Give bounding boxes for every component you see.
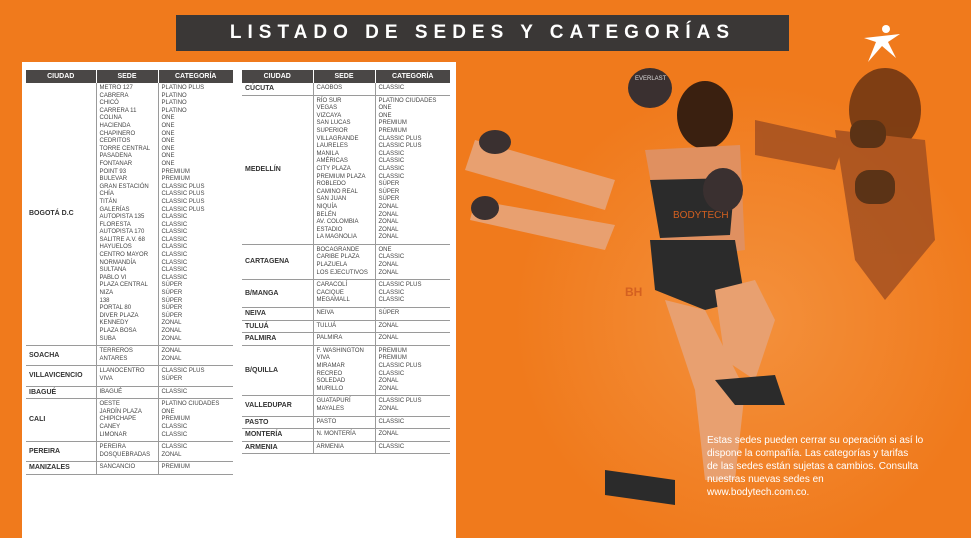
city-cell: MONTERÍA [242, 429, 313, 442]
sede-name: NEIVA [316, 310, 335, 317]
categoria-cell [158, 442, 233, 462]
categoria-cell [158, 83, 233, 346]
categoria-name: SÚPER [378, 188, 400, 195]
categoria-name: CLASSIC PLUS [378, 363, 422, 369]
categoria-name: ZONAL [161, 451, 182, 458]
categoria-name: CLASSIC [161, 388, 188, 395]
table-row [26, 462, 233, 475]
categoria-name: CLASSIC [161, 214, 188, 221]
categoria-name: ZONAL [378, 219, 399, 226]
categoria-name: CLASSIC [378, 297, 405, 304]
sede-name: VIVA [99, 375, 113, 382]
city-cell: PASTO [242, 416, 313, 429]
categoria-cell [375, 95, 450, 244]
sede-name: KENNEDY [99, 320, 129, 327]
city-cell: ARMENIA [242, 441, 313, 454]
categoria-name: ONE [161, 145, 175, 152]
city-cell: SOACHA [26, 346, 96, 366]
categoria-name: PREMIUM [161, 168, 190, 175]
categoria-cell [375, 83, 450, 95]
table-row [242, 95, 450, 244]
categoria-name: ZONAL [378, 211, 399, 218]
sede-name: LOS EJECUTIVOS [316, 269, 368, 276]
sede-name: GALERÍAS [99, 206, 130, 213]
header-sede: SEDE [96, 70, 158, 83]
categoria-name: PREMIUM [161, 464, 190, 471]
sede-name: PASTO [316, 418, 337, 425]
categoria-name: ZONAL [378, 226, 399, 233]
table-row [242, 396, 450, 416]
categoria-name: PLATINO [161, 92, 187, 99]
sede-name: AV. COLOMBIA [316, 219, 359, 226]
sede-name: ARMENIA [316, 443, 344, 450]
categoria-name: ZONAL [161, 348, 182, 355]
categoria-name: CLASSIC [161, 229, 188, 236]
table-row [242, 83, 450, 95]
header-ciudad: CIUDAD [26, 70, 96, 83]
categoria-name: CLASSIC [378, 370, 405, 377]
sede-name: SOLEDAD [316, 378, 346, 385]
table-header-row [26, 70, 233, 83]
sede-cell [313, 308, 375, 321]
categoria-name: CLASSIC PLUS [161, 183, 205, 190]
sede-name: PABLO VI [99, 274, 127, 281]
sede-cell [96, 386, 158, 399]
sede-name: CHÍA [99, 191, 114, 198]
sede-name: MIRAMAR [316, 363, 345, 369]
categoria-name: ZONAL [161, 328, 182, 334]
table-header-row [242, 70, 450, 83]
categoria-name: SÚPER [161, 305, 183, 312]
sede-name: RECREO [316, 370, 343, 377]
sede-name: CEDRITOS [99, 138, 131, 145]
categoria-name: SÚPER [378, 181, 400, 188]
sede-cell [313, 244, 375, 279]
categoria-name: CLASSIC [161, 244, 188, 251]
categoria-name: ZONAL [378, 234, 399, 241]
sede-name: LAURELES [316, 143, 348, 150]
categoria-name: CLASSIC PLUS [378, 398, 422, 405]
disclaimer-line: nuestras nuevas sedes en [707, 474, 824, 485]
categoria-name: CLASSIC [378, 150, 405, 157]
categoria-name: CLASSIC [161, 274, 188, 281]
categoria-name: PREMIUM [378, 347, 407, 354]
sede-name: CARIBE PLAZA [316, 254, 360, 261]
sede-name: FLORESTA [99, 221, 131, 228]
categoria-name: ONE [161, 115, 175, 122]
sede-name: CAOBOS [316, 85, 343, 91]
categoria-name: CLASSIC [161, 252, 188, 259]
sede-name: DIVER PLAZA [99, 312, 139, 319]
categoria-name: ONE [161, 160, 175, 167]
categoria-name: CLASSIC [161, 221, 188, 228]
categoria-cell [375, 441, 450, 454]
city-cell: TULUÁ [242, 320, 313, 333]
sede-cell [96, 462, 158, 475]
categoria-cell [158, 462, 233, 475]
categoria-name: ZONAL [161, 335, 182, 342]
city-cell: IBAGUÉ [26, 386, 96, 399]
sede-name: PLAZUELA [316, 262, 348, 269]
categoria-name: SÚPER [161, 297, 183, 304]
sede-name: LLANOCENTRO [99, 368, 145, 375]
sede-name: NIQUÍA [316, 203, 338, 210]
table-row [26, 442, 233, 462]
categoria-name: PREMIUM [378, 127, 407, 134]
sede-name: IBAGUÉ [99, 388, 123, 395]
categoria-name: CLASSIC PLUS [161, 198, 205, 205]
sede-cell [313, 280, 375, 308]
sede-name: BOCAGRANDE [316, 246, 360, 253]
city-cell: BOGOTÁ D.C [26, 83, 96, 346]
sede-name: TORRE CENTRAL [99, 145, 151, 152]
sede-name: VEGAS [316, 105, 338, 112]
sede-name: CHICÓ [99, 100, 119, 107]
categoria-name: ZONAL [378, 378, 399, 385]
categoria-name: CLASSIC PLUS [378, 135, 422, 142]
categoria-name: CLASSIC [378, 254, 405, 261]
sede-cell [313, 95, 375, 244]
categoria-name: PREMIUM [161, 416, 190, 423]
sede-name: FONTANAR [99, 160, 133, 167]
categoria-name: ZONAL [378, 405, 399, 412]
sede-name: VIZCAYA [316, 112, 342, 119]
sede-name: ANTARES [99, 355, 128, 362]
svg-text:BODYTECH: BODYTECH [673, 210, 729, 221]
city-cell: B/QUILLA [242, 345, 313, 396]
categoria-name: CLASSIC [161, 236, 188, 243]
categoria-name: CLASSIC [161, 431, 188, 438]
sede-name: CABRERA [99, 92, 129, 99]
categoria-name: CLASSIC [378, 173, 405, 180]
sede-name: PORTAL 80 [99, 305, 132, 312]
categoria-name: CLASSIC [161, 444, 188, 451]
sede-name: RÍO SUR [316, 97, 342, 104]
sede-name: SANCANCIO [99, 464, 136, 471]
city-cell: PALMIRA [242, 333, 313, 346]
table-row [242, 280, 450, 308]
sede-cell [96, 346, 158, 366]
header-categoria: CATEGORÍA [375, 70, 450, 83]
categoria-name: PLATINO PLUS [161, 85, 205, 91]
sede-cell [313, 83, 375, 95]
sede-name: JARDÍN PLAZA [99, 408, 142, 415]
disclaimer-text [707, 434, 957, 499]
categoria-name: PLATINO CIUDADES [161, 401, 220, 408]
categoria-name: CLASSIC [378, 289, 405, 296]
categoria-name: CLASSIC [378, 443, 405, 450]
categoria-name: ONE [378, 105, 392, 112]
sede-name: GUATAPURÍ [316, 398, 351, 405]
categoria-name: PREMIUM [161, 176, 190, 183]
categoria-name: PREMIUM [378, 355, 407, 362]
sede-name: CITY PLAZA [316, 165, 351, 172]
sede-name: OESTE [99, 401, 120, 408]
sede-name: PASADENA [99, 153, 132, 160]
table-row [242, 320, 450, 333]
sede-name: HAYUELOS [99, 244, 132, 251]
male-glove-icon [850, 120, 886, 148]
categoria-cell [375, 396, 450, 416]
categoria-name: CLASSIC [378, 165, 405, 172]
categoria-name: ZONAL [378, 335, 399, 342]
categoria-name: ZONAL [378, 269, 399, 276]
svg-text:BH: BH [625, 285, 643, 299]
categoria-name: CLASSIC [378, 85, 405, 91]
city-cell: B/MANGA [242, 280, 313, 308]
table-row [26, 366, 233, 386]
page-title: LISTADO DE SEDES Y CATEGORÍAS [176, 15, 789, 51]
city-cell: VALLEDUPAR [242, 396, 313, 416]
svg-text:EVERLAST: EVERLAST [635, 76, 667, 82]
boxing-glove-icon-2 [703, 168, 743, 212]
website-link[interactable]: www.bodytech.com.co. [707, 487, 810, 498]
city-cell: CARTAGENA [242, 244, 313, 279]
table-row [242, 244, 450, 279]
categoria-name: PREMIUM [378, 120, 407, 127]
table-row [242, 308, 450, 321]
shoe-icon-2 [605, 470, 675, 505]
sede-cell [96, 442, 158, 462]
categoria-name: CLASSIC PLUS [378, 143, 422, 150]
sede-name: METRO 127 [99, 85, 133, 91]
categoria-name: ONE [161, 130, 175, 137]
sede-name: N. MONTERÍA [316, 431, 356, 438]
categoria-cell [158, 366, 233, 386]
table-row [242, 416, 450, 429]
sede-name: SULTANA [99, 267, 127, 274]
sede-name: SAN JUAN [316, 196, 347, 203]
sede-cell [313, 333, 375, 346]
categoria-name: CLASSIC PLUS [161, 191, 205, 198]
disclaimer-line: dispone la compañía. Las categorías y tarifas [707, 448, 909, 459]
sede-name: DOSQUEBRADAS [99, 451, 151, 458]
table-row [26, 83, 233, 346]
sede-name: HACIENDA [99, 122, 131, 129]
categoria-name: ONE [161, 122, 175, 129]
disclaimer-line: de las sedes están sujetas a cambios. Consulta [707, 461, 919, 472]
categoria-name: SÚPER [161, 375, 183, 382]
city-cell: MANIZALES [26, 462, 96, 475]
city-cell: CALI [26, 399, 96, 442]
sede-name: TERREROS [99, 348, 133, 355]
table-row [26, 386, 233, 399]
sede-cell [313, 396, 375, 416]
sede-name: BELÉN [316, 211, 337, 218]
sede-name: AUTOPISTA 135 [99, 214, 145, 221]
categoria-name: CLASSIC PLUS [161, 368, 205, 375]
header-ciudad: CIUDAD [242, 70, 313, 83]
categoria-name: ZONAL [378, 322, 399, 329]
categoria-name: ONE [378, 112, 392, 119]
header-sede: SEDE [313, 70, 375, 83]
sede-name: MAYALES [316, 405, 344, 412]
categoria-name: ONE [161, 138, 175, 145]
sede-name: LA MAGNOLIA [316, 234, 357, 241]
sede-name: BULEVAR [99, 176, 128, 183]
sede-cell [96, 83, 158, 346]
sede-name: LIMONAR [99, 431, 127, 438]
sede-name: PLAZA BOSA [99, 328, 137, 334]
categoria-name: ZONAL [378, 203, 399, 210]
sede-name: SAN LUCAS [316, 120, 351, 127]
categoria-name: SÚPER [161, 282, 183, 289]
categoria-name: SÚPER [161, 290, 183, 297]
sede-name: GRAN ESTACIÓN [99, 183, 149, 190]
categoria-name: SÚPER [378, 310, 400, 317]
sede-name: PALMIRA [316, 335, 343, 342]
sede-name: MURILLO [316, 385, 344, 392]
categoria-name: ZONAL [378, 431, 399, 438]
categoria-cell [375, 280, 450, 308]
categoria-name: ONE [378, 246, 392, 253]
table-row [242, 429, 450, 442]
sede-cell [96, 366, 158, 386]
categoria-name: ONE [161, 153, 175, 160]
sede-name: COLINA [99, 115, 122, 122]
table-row [26, 346, 233, 366]
categoria-name: SÚPER [378, 196, 400, 203]
sede-name: CENTRO MAYOR [99, 252, 149, 259]
sede-cell [313, 429, 375, 442]
categoria-name: ZONAL [378, 385, 399, 392]
categoria-name: CLASSIC [378, 158, 405, 165]
categoria-cell [375, 333, 450, 346]
sede-name: CHIPICHAPE [99, 416, 137, 423]
categoria-cell [375, 244, 450, 279]
sede-name: TITÁN [99, 198, 117, 205]
categoria-name: SÚPER [161, 312, 183, 319]
sede-cell [313, 320, 375, 333]
sede-name: CACIQUE [316, 289, 344, 296]
sede-name: POINT 93 [99, 168, 127, 175]
sede-name: NORMANDÍA [99, 259, 137, 266]
sede-name: PLAZA CENTRAL [99, 282, 148, 289]
categoria-name: CLASSIC [161, 259, 188, 266]
table-row [242, 441, 450, 454]
disclaimer-line: Estas sedes pueden cerrar su operación si así lo [707, 435, 924, 446]
categoria-name: ZONAL [378, 262, 399, 269]
city-cell: NEIVA [242, 308, 313, 321]
city-cell: VILLAVICENCIO [26, 366, 96, 386]
sede-name: AUTOPISTA 170 [99, 229, 145, 236]
sede-name: CARACOLÍ [316, 282, 348, 289]
categoria-cell [375, 308, 450, 321]
sede-name: NIZA [99, 290, 114, 297]
categoria-name: PLATINO [161, 100, 187, 107]
sede-name: SALITRE A.V. 68 [99, 236, 145, 243]
categoria-name: ONE [161, 408, 175, 415]
sede-name: CARRERA 11 [99, 107, 137, 114]
city-cell: MEDELLÍN [242, 95, 313, 244]
categoria-name: CLASSIC [161, 267, 188, 274]
boxing-glove-icon [628, 68, 672, 108]
header-categoria: CATEGORÍA [158, 70, 233, 83]
categoria-cell [375, 429, 450, 442]
sede-name: MEGAMALL [316, 297, 350, 304]
sede-name: AMÉRICAS [316, 158, 348, 165]
table-row [242, 333, 450, 346]
sede-name: TULUÁ [316, 322, 337, 329]
sede-name: MANILA [316, 150, 339, 157]
categoria-name: CLASSIC [378, 418, 405, 425]
categoria-cell [158, 399, 233, 442]
sede-cell [96, 399, 158, 442]
table-row [26, 399, 233, 442]
sede-name: VIVA [316, 355, 330, 362]
categoria-name: CLASSIC PLUS [161, 206, 205, 213]
sede-name: PREMIUM PLAZA [316, 173, 366, 180]
sede-name: VILLAGRANDE [316, 135, 359, 142]
sede-name: CANEY [99, 423, 121, 430]
sede-name: CHAPINERO [99, 130, 136, 137]
categoria-cell [375, 320, 450, 333]
categoria-name: PLATINO [161, 107, 187, 114]
sede-cell [313, 441, 375, 454]
sede-name: F. WASHINGTON [316, 347, 364, 354]
sede-name: ESTADIO [316, 226, 343, 233]
sede-name: 138 [99, 297, 110, 304]
categoria-name: ZONAL [161, 355, 182, 362]
sede-name: ROBLEDO [316, 181, 346, 188]
table-row [242, 345, 450, 396]
sede-name: SUPERIOR [316, 127, 348, 134]
categoria-name: ZONAL [161, 320, 182, 327]
categoria-name: CLASSIC PLUS [378, 282, 422, 289]
bodytech-logo-icon [860, 24, 904, 64]
sede-cell [313, 345, 375, 396]
sede-name: CAMINO REAL [316, 188, 358, 195]
city-cell: PEREIRA [26, 442, 96, 462]
city-cell: CÚCUTA [242, 83, 313, 95]
categoria-cell [375, 416, 450, 429]
locations-table-left [26, 70, 233, 475]
categoria-name: CLASSIC [161, 423, 188, 430]
sede-name: PEREIRA [99, 444, 126, 451]
categoria-cell [158, 346, 233, 366]
categoria-cell [158, 386, 233, 399]
sede-cell [313, 416, 375, 429]
locations-table-right [242, 70, 450, 454]
categoria-name: PLATINO CIUDADES [378, 97, 437, 104]
categoria-cell [375, 345, 450, 396]
sede-name: SUBA [99, 335, 116, 342]
